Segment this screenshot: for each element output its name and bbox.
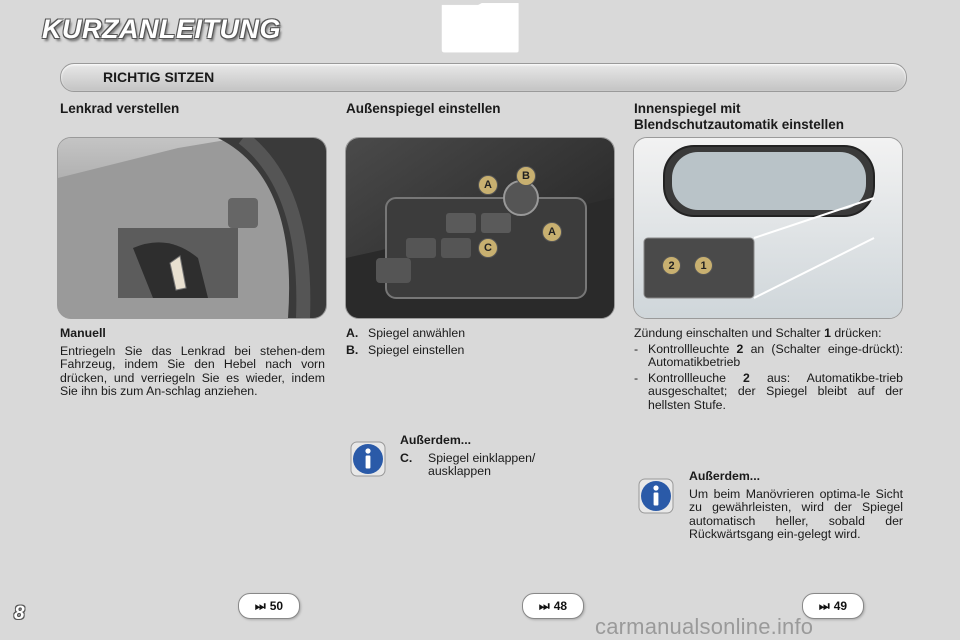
list-item [400,452,590,479]
intro-tail: drücken: [834,326,882,340]
steering-instructions: Entriegeln Sie das Lenkrad bei stehen-dem Fahrzeug, indem Sie den Hebel nach vorn drücken, und verriegeln Sie es wieder, indem Sie ihn bis zum An-schlag anziehen. [60,343,325,398]
skip-forward-icon: ⏭ [538,598,550,613]
photo-label-2: 2 [662,256,681,275]
heading-steering-wheel: Lenkrad verstellen [60,101,180,116]
skip-forward-icon: ⏭ [254,598,266,613]
note-text: Um beim Manövrieren optima-le Sicht zu gewährleisten, wird der Spiegel automatisch heller, sobald der Rückwärtsgang ein-gelegt wird. [689,486,903,541]
list-key: A. [346,326,359,340]
steering-wheel-photo [57,137,327,319]
section-bar [60,63,907,92]
bullet-text: Kontrollleuchte [648,341,730,356]
bullet-text: Kontrollleuche [648,370,726,385]
photo-label-c: C [478,238,498,258]
list-text: Spiegel anwählen [368,326,466,340]
page-link-number: 50 [269,599,284,613]
watermark: carmanualsonline.info [595,614,814,639]
bullet-number: 2 [736,341,744,356]
heading-line: Blendschutzautomatik einstellen [634,117,845,132]
bullet-text: aus: Automatikbe-trieb ausgeschaltet; der Spiegel bleibt auf der hellsten Stufe. [648,370,903,412]
list-item [634,343,903,370]
list-item [346,344,611,358]
photo-label-1: 1 [694,256,713,275]
intro-text: Zündung einschalten und Schalter [634,326,821,340]
page-title: KURZANLEITUNG [42,14,281,44]
photo-label-a-top: A [478,175,498,195]
intro-paragraph [634,327,903,341]
dash: - [634,370,639,385]
page-link-48[interactable] [522,593,584,619]
note-title: Außerdem... [689,469,761,483]
right-text-block [634,327,903,412]
page-number: 8 [14,603,25,624]
list-text: Spiegel einstellen [368,342,465,357]
list-key: B. [346,342,359,357]
mirror-control-photo [345,137,615,319]
page-link-number: 49 [833,599,848,613]
right-note [689,470,903,542]
heading-inside-mirror [634,101,924,133]
list-text: Spiegel einklappen/ ausklappen [428,450,536,478]
bullet-number: 2 [743,370,750,385]
subheading-manual: Manuell [60,326,106,340]
left-text-block [60,327,325,399]
heading-line: Innenspiegel mit [634,101,741,116]
heading-outside-mirror: Außenspiegel einstellen [346,101,501,116]
page-link-number: 48 [553,599,568,613]
section-title: RICHTIG SITZEN [103,69,215,85]
middle-note [400,434,590,479]
switch-number: 1 [824,326,831,340]
info-icon [638,478,674,514]
photo-label-b: B [516,166,536,186]
info-icon [350,441,386,477]
dash: - [634,341,639,356]
list-item [346,327,611,341]
photo-label-a-right: A [542,222,562,242]
rearview-mirror-photo [633,137,903,319]
list-key: C. [400,450,413,465]
skip-forward-icon: ⏭ [818,598,830,613]
bullet-text: an (Schalter einge-drückt): Automatikbetrieb [648,341,903,369]
middle-list [346,327,611,357]
list-item [634,372,903,413]
note-title: Außerdem... [400,433,472,447]
page-link-50[interactable] [238,593,300,619]
